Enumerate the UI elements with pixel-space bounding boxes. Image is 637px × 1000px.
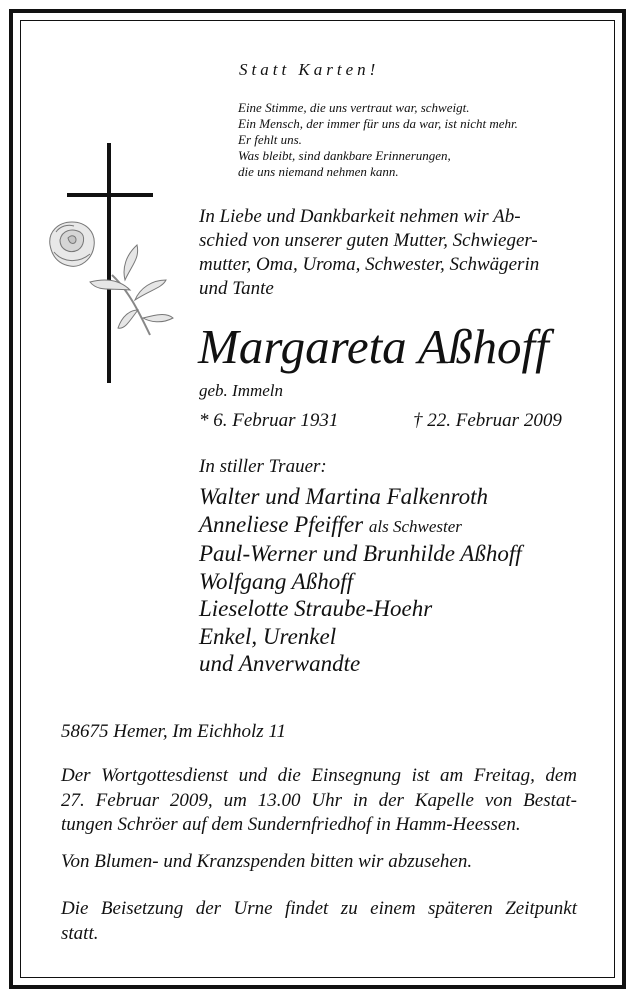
mourner-name: Anneliese Pfeiffer [199,511,364,537]
deceased-name: Margareta Aßhoff [198,319,549,374]
cross-rose-illustration [40,140,180,390]
service-line: 27. Februar 2009, um 13.00 Uhr in der Kapelle von Bestat- [61,789,577,811]
intro-line: schied von unserer guten Mutter, Schwieger- [199,230,538,251]
service-info [61,764,577,838]
poem-line: Ein Mensch, der immer für uns da war, ist nicht mehr. [238,116,518,131]
maiden-name: geb. Immeln [199,381,284,400]
intro-line: mutter, Oma, Uroma, Schwester, Schwägerin [199,254,540,275]
service-line: tungen Schröer auf dem Sundernfriedhof in Hamm-Heessen. [61,814,521,835]
mourner-entry: Paul-Werner und Brunhilde Aßhoff [199,541,522,566]
mourner-entry: Walter und Martina Falkenroth [199,484,488,509]
urn-line: Die Beisetzung der Urne findet zu einem späteren Zeitpunkt [61,898,577,919]
urn-burial-note [61,897,577,946]
mourner-entry: Enkel, Urenkel [199,623,337,649]
poem-line: Er fehlt uns. [238,132,302,147]
mourner-entry: Lieselotte Straube-Hoehr [199,596,433,621]
rose-icon [50,222,173,335]
mourner-relation: als Schwester [368,516,462,536]
death-date: † 22. Februar 2009 [413,410,562,431]
address: 58675 Hemer, Im Eichholz 11 [61,721,286,742]
intro-text [199,205,579,301]
service-line: Der Wortgottesdienst und die Einsegnung ist am Freitag, dem [61,765,577,786]
flowers-note: Von Blumen- und Kranzspenden bitten wir abzusehen. [61,851,473,872]
mourner-entry: und Anverwandte [199,651,361,676]
statt-karten-heading: Statt Karten! [239,60,380,79]
intro-line: und Tante [199,278,274,299]
urn-line: statt. [61,922,99,944]
birth-date: * 6. Februar 1931 [199,410,339,431]
mourner-entry: Wolfgang Aßhoff [199,568,353,594]
mourner-entry [199,511,522,541]
mourning-heading: In stiller Trauer: [199,456,327,477]
intro-line: In Liebe und Dankbarkeit nehmen wir Ab- [199,206,521,227]
poem-line: Eine Stimme, die uns vertraut war, schweigt. [238,100,470,115]
poem [238,100,518,180]
poem-line: Was bleibt, sind dankbare Erinnerungen, [238,148,451,163]
poem-line: die uns niemand nehmen kann. [238,164,399,179]
mourners-list [199,483,522,678]
